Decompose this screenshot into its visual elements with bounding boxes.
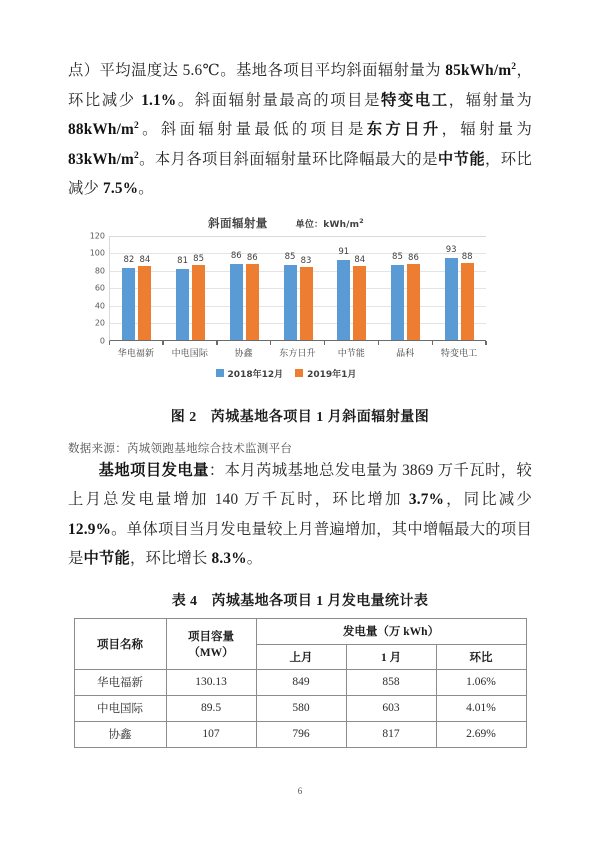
chart-bar [407, 253, 420, 339]
table-header-generation-group: 发电量（万 kWh） [256, 618, 526, 644]
radiation-text-seg-14: 。本月各项目斜面辐射量环比降幅最大的是 [138, 150, 438, 168]
chart-bar-value-label: 86 [408, 253, 419, 264]
generation-text-seg-5: 万千瓦时，环比增加 [238, 491, 409, 508]
chart-y-tick: 20 [94, 318, 105, 328]
chart-legend-swatch [295, 369, 303, 377]
chart-bar [337, 246, 350, 340]
chart-bar-value-label: 86 [230, 251, 242, 262]
radiation-text-seg-18: 。 [138, 180, 154, 197]
table-cell-last-month: 580 [256, 695, 346, 721]
radiation-text-seg-15: 中节能 [437, 150, 486, 168]
generation-text-seg-7: ，同比减少 [444, 491, 532, 508]
table-header-row-1 [74, 618, 526, 644]
chart-category-labels [109, 346, 486, 359]
chart-plot [109, 236, 486, 341]
table-header-this-month: 1 月 [346, 644, 436, 669]
chart-bar-value-label: 81 [177, 255, 188, 266]
chart-x-tick [324, 341, 378, 345]
table-header-capacity-line1: 项目容量 [188, 630, 234, 643]
table-row [74, 721, 526, 747]
radiation-text-seg-12: ，辐射量为 [441, 121, 532, 138]
chart-legend-label: 2018年12月 [227, 369, 284, 380]
chart-bar [284, 252, 297, 339]
chart-bar [246, 253, 259, 339]
table-cell-mom: 4.01% [436, 695, 526, 721]
chart-category-label: 协鑫 [234, 348, 253, 359]
radiation-text-seg-10: 。斜面辐射量最低的项目是 [138, 121, 367, 138]
chart-y-axis [86, 231, 108, 345]
chart-x-tick [271, 341, 325, 345]
generation-text-seg-10: 中节能 [83, 550, 130, 567]
chart-bar [230, 251, 243, 339]
radiation-text-seg-8: ，辐射量为 [448, 91, 532, 109]
chart-bar-value-label: 83 [300, 255, 312, 266]
chart-plot-area [86, 231, 486, 380]
chart-legend-item[interactable] [216, 367, 284, 380]
table-cell-capacity: 107 [166, 721, 256, 747]
table-cell-project: 华电福新 [74, 669, 166, 695]
table-cell-project: 协鑫 [74, 721, 166, 747]
chart-y-tick: 40 [94, 301, 105, 310]
table-cell-last-month: 849 [256, 669, 346, 695]
chart-legend [86, 367, 486, 380]
chart-bar [176, 255, 189, 340]
chart-bar [122, 254, 135, 340]
chart-bar-group [217, 236, 271, 340]
chart-category-label: 东方日升 [279, 348, 316, 359]
chart-bar [445, 245, 458, 339]
table-header-project: 项目名称 [74, 618, 166, 669]
chart-x-tick [163, 341, 217, 345]
chart-y-tick: 100 [89, 248, 105, 258]
table-caption [68, 590, 532, 610]
figure-source: 数据来源：芮城领跑基地综合技术监测平台 [68, 442, 293, 455]
chart-bar-value-label: 85 [193, 254, 204, 265]
table-header-mom: 环比 [436, 644, 526, 669]
chart-bar-groups [110, 236, 486, 340]
table-row [74, 669, 526, 695]
table-header-last-month: 上月 [256, 644, 346, 669]
table-cell-mom: 2.69% [436, 721, 526, 747]
chart-bar-value-label: 85 [392, 252, 403, 263]
generation-text-seg-6: 3.7% [408, 491, 445, 508]
paragraph-generation-summary [68, 456, 532, 574]
table-cell-this-month: 603 [346, 695, 436, 721]
chart-title: 斜面辐射量 [208, 215, 268, 230]
table-header-capacity [166, 618, 256, 669]
generation-text-seg-8: 12.9% [68, 520, 112, 538]
table-header-capacity-line2: （MW） [188, 646, 234, 659]
chart-bar-group [325, 236, 379, 340]
chart-bar-value-label: 82 [123, 254, 135, 265]
generation-text-seg-9: 。单体项目当月发电量较上月普遍增加，其中增幅最大的项目是 [68, 520, 532, 567]
chart-bar-value-label: 91 [338, 246, 350, 257]
chart-bar-group [164, 236, 218, 340]
chart-bar-group [110, 236, 164, 340]
radiation-text-seg-16: ，环比减少 [68, 150, 532, 197]
chart-category-label: 中电国际 [171, 348, 208, 359]
chart-y-tick: 0 [99, 336, 105, 345]
chart-legend-label: 2019年1月 [307, 369, 357, 380]
radiation-text-seg-2: 。基地各项目平均斜面辐射量为 [220, 62, 446, 79]
generation-text-seg-0: 基地项目发电量 [98, 461, 209, 479]
generation-text-seg-4: 140 [214, 491, 239, 508]
generation-text-seg-12: 8.3% [211, 550, 247, 567]
chart-header [86, 214, 486, 234]
page-content [68, 56, 532, 748]
chart-unit-label: 单位：kWh/$m^2$ [295, 217, 364, 230]
table-body [74, 669, 526, 747]
radiation-text-seg-7: 特变电工 [381, 91, 449, 109]
chart-bar [353, 255, 366, 340]
radiation-text-seg-17: 7.5% [103, 180, 139, 197]
table-caption-text: 芮城基地各项目 1 月发电量统计表 [211, 593, 429, 609]
chart-bar-value-label: 93 [445, 245, 457, 256]
table-cell-this-month: 817 [346, 721, 436, 747]
figure-caption-label: 图 2 [170, 409, 197, 425]
chart-x-tick [378, 341, 432, 345]
table-cell-project: 中电国际 [74, 695, 166, 721]
radiation-text-seg-11: 东方日升 [366, 121, 442, 138]
table-cell-mom: 1.06% [436, 669, 526, 695]
paragraph-radiation-summary [68, 56, 532, 204]
chart-category-label: 中节能 [337, 348, 366, 359]
chart-bar [138, 255, 151, 340]
chart-x-tick [217, 341, 271, 345]
chart-category-label: 特变电工 [440, 348, 478, 359]
chart-bar-group [432, 236, 486, 340]
generation-text-seg-2: 3869 [402, 461, 434, 479]
generation-text-seg-11: ，环比增长 [130, 550, 212, 567]
chart-bar-group [271, 236, 325, 340]
chart-slope-radiation [86, 214, 486, 386]
table-caption-label: 表 4 [171, 593, 198, 609]
chart-category-label: 晶科 [396, 348, 415, 359]
table-cell-capacity: 89.5 [166, 695, 256, 721]
radiation-text-seg-9: $88kWh/m^2$ [68, 120, 139, 138]
chart-bar-value-label: 86 [246, 253, 258, 264]
chart-legend-item[interactable] [295, 367, 356, 380]
chart-bar [391, 252, 404, 339]
chart-legend-swatch [216, 369, 224, 377]
generation-stats-table [74, 618, 527, 748]
chart-x-tick [432, 341, 486, 345]
chart-y-tick: 60 [94, 283, 105, 293]
figure-caption [68, 406, 532, 426]
radiation-text-seg-13: $83kWh/m^2$ [68, 150, 139, 168]
chart-bar-value-label: 85 [284, 252, 296, 263]
chart-bar [192, 254, 205, 339]
radiation-text-seg-6: 。斜面辐射量最高的项目是 [176, 91, 382, 109]
radiation-text-seg-4: ，环比减少 [68, 62, 533, 109]
table-cell-last-month: 796 [256, 721, 346, 747]
generation-text-seg-3: 万千瓦时，较上月总发电量增加 [68, 461, 532, 508]
chart-category-label: 华电福新 [117, 348, 155, 359]
table-cell-this-month: 858 [346, 669, 436, 695]
generation-text-seg-13: 。 [246, 550, 263, 567]
chart-y-tick: 120 [89, 231, 105, 240]
chart-bar-value-label: 88 [461, 251, 473, 262]
radiation-text-seg-1: 5.6℃ [182, 62, 221, 79]
generation-text-seg-1: ：本月芮城基地总发电量为 [208, 461, 403, 479]
page-number: 6 [297, 786, 303, 796]
radiation-text-seg-0: 点）平均温度达 [68, 62, 183, 79]
radiation-text-seg-5: 1.1% [141, 91, 177, 109]
chart-bar-value-label: 84 [354, 255, 366, 265]
radiation-text-seg-3: $85kWh/m^2$ [445, 61, 517, 79]
chart-bar [461, 251, 474, 340]
chart-x-tick [109, 341, 163, 345]
chart-bar-group [379, 236, 433, 340]
table-cell-capacity: 130.13 [166, 669, 256, 695]
table-row [74, 695, 526, 721]
chart-x-ticks [109, 341, 486, 345]
figure-caption-text: 芮城基地各项目 1 月斜面辐射量图 [210, 409, 430, 425]
chart-bar-value-label: 84 [139, 255, 151, 265]
chart-y-tick: 80 [94, 266, 105, 275]
chart-bar [300, 255, 313, 340]
